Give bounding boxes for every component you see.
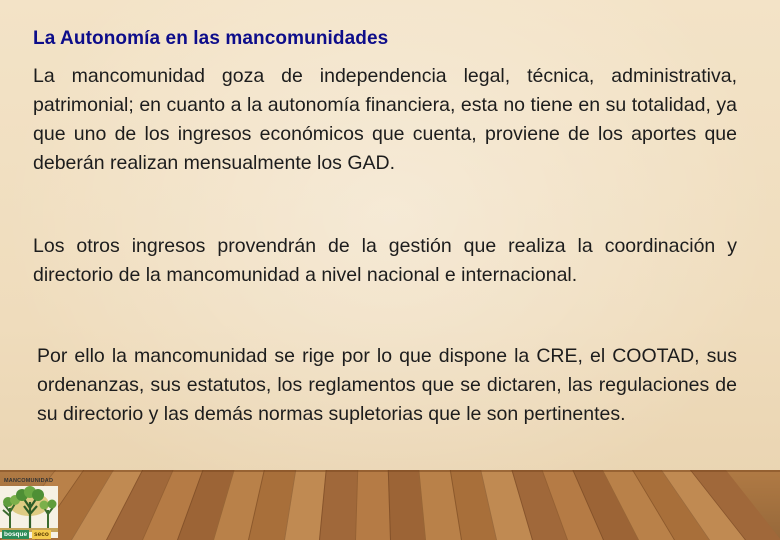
paragraph-governance: Por ello la mancomunidad se rige por lo que dispone la CRE, el COOTAD, sus ordenanzas, sus estatutos, los reglamentos que se dictaren, las regulaciones de su directorio y las demás normas supletorias que le son pertinentes. xyxy=(37,345,737,425)
mancomunidad-logo xyxy=(0,478,58,540)
paragraph-other-income: Los otros ingresos provendrán de la gestión que realiza la coordinación y directorio de la mancomunidad a nivel nacional e internacional. xyxy=(33,235,737,286)
wood-floor xyxy=(0,470,780,540)
logo-label: MANCOMUNIDAD xyxy=(4,478,54,484)
paragraph-autonomy: La mancomunidad goza de independencia legal, técnica, administrativa, patrimonial; en cuanto a la autonomía financiera, esta no tiene en su totalidad, ya que uno de los ingresos económicos que cuenta, proviene de los aportes que deberán realizan mensualmente los GAD. xyxy=(33,65,737,174)
floor-edge xyxy=(0,470,780,472)
slide-title: La Autonomía en las mancomunidades xyxy=(33,28,389,49)
logo-word-bosque: bosque xyxy=(4,531,28,538)
logo-word-seco: seco xyxy=(34,531,49,538)
